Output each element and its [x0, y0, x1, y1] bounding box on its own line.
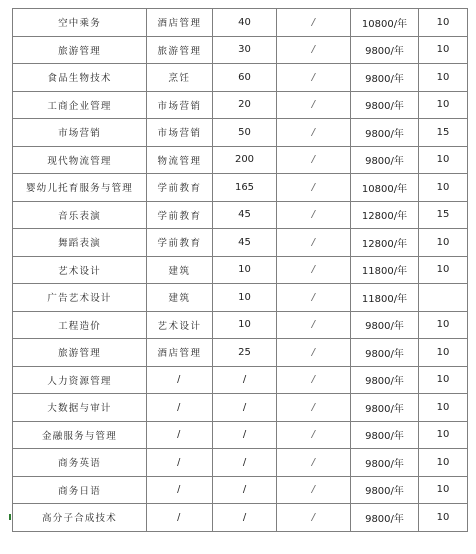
table-row: [13, 201, 468, 229]
enrollment-table: [12, 8, 468, 532]
slash-cell: /: [277, 504, 351, 532]
value-cell: 10: [419, 311, 468, 339]
tuition-fee-cell: 9800/年: [351, 394, 419, 422]
category-cell: 市场营销: [147, 119, 213, 147]
slash-cell: /: [277, 146, 351, 174]
plan-count-cell: 10: [213, 284, 277, 312]
slash-cell: /: [277, 421, 351, 449]
slash-cell: /: [277, 9, 351, 37]
tuition-fee-cell: 12800/年: [351, 201, 419, 229]
table-row: [13, 421, 468, 449]
table-row: [13, 504, 468, 532]
slash-cell: /: [277, 256, 351, 284]
tuition-fee-cell: 11800/年: [351, 284, 419, 312]
table-row: [13, 146, 468, 174]
table-row: [13, 394, 468, 422]
tuition-fee-cell: 9800/年: [351, 119, 419, 147]
tuition-fee-cell: 9800/年: [351, 476, 419, 504]
value-cell: 10: [419, 421, 468, 449]
slash-cell: /: [277, 91, 351, 119]
tuition-fee-cell: 10800/年: [351, 9, 419, 37]
value-cell: 10: [419, 449, 468, 477]
category-cell: 学前教育: [147, 174, 213, 202]
table-row: [13, 174, 468, 202]
tuition-fee-cell: 9800/年: [351, 36, 419, 64]
tuition-fee-cell: 9800/年: [351, 91, 419, 119]
slash-cell: /: [277, 36, 351, 64]
value-cell: 10: [419, 339, 468, 367]
table-row: [13, 256, 468, 284]
major-cell: 旅游管理: [13, 36, 147, 64]
tuition-fee-cell: 12800/年: [351, 229, 419, 257]
category-cell: 酒店管理: [147, 339, 213, 367]
table-row: [13, 284, 468, 312]
value-cell: 10: [419, 366, 468, 394]
slash-cell: /: [277, 174, 351, 202]
category-cell: /: [147, 394, 213, 422]
major-cell: 空中乘务: [13, 9, 147, 37]
plan-count-cell: 40: [213, 9, 277, 37]
table-row: [13, 476, 468, 504]
value-cell: 10: [419, 504, 468, 532]
major-cell: 艺术设计: [13, 256, 147, 284]
major-cell: 广告艺术设计: [13, 284, 147, 312]
tuition-fee-cell: 9800/年: [351, 366, 419, 394]
plan-count-cell: 45: [213, 229, 277, 257]
slash-cell: /: [277, 119, 351, 147]
tuition-fee-cell: 9800/年: [351, 146, 419, 174]
table-row: [13, 119, 468, 147]
tuition-fee-cell: 9800/年: [351, 421, 419, 449]
major-cell: 商务日语: [13, 476, 147, 504]
plan-count-cell: /: [213, 394, 277, 422]
category-cell: /: [147, 421, 213, 449]
tuition-fee-cell: 11800/年: [351, 256, 419, 284]
slash-cell: /: [277, 311, 351, 339]
table-row: [13, 64, 468, 92]
value-cell: 15: [419, 119, 468, 147]
table-row: [13, 9, 468, 37]
value-cell: 10: [419, 64, 468, 92]
category-cell: /: [147, 504, 213, 532]
major-cell: 婴幼儿托育服务与管理: [13, 174, 147, 202]
table-row: [13, 229, 468, 257]
tuition-fee-cell: 10800/年: [351, 174, 419, 202]
value-cell: 10: [419, 476, 468, 504]
category-cell: 建筑: [147, 284, 213, 312]
category-cell: 市场营销: [147, 91, 213, 119]
plan-count-cell: 45: [213, 201, 277, 229]
category-cell: 学前教育: [147, 229, 213, 257]
slash-cell: /: [277, 394, 351, 422]
major-cell: 大数据与审计: [13, 394, 147, 422]
value-cell: 15: [419, 201, 468, 229]
plan-count-cell: 60: [213, 64, 277, 92]
slash-cell: /: [277, 476, 351, 504]
table-row: [13, 339, 468, 367]
category-cell: 物流管理: [147, 146, 213, 174]
category-cell: 学前教育: [147, 201, 213, 229]
plan-count-cell: 25: [213, 339, 277, 367]
table-body: [13, 9, 468, 532]
category-cell: 建筑: [147, 256, 213, 284]
table-row: [13, 36, 468, 64]
plan-count-cell: 10: [213, 311, 277, 339]
major-cell: 旅游管理: [13, 339, 147, 367]
category-cell: /: [147, 449, 213, 477]
major-cell: 金融服务与管理: [13, 421, 147, 449]
value-cell: 10: [419, 9, 468, 37]
slash-cell: /: [277, 229, 351, 257]
value-cell: 10: [419, 146, 468, 174]
slash-cell: /: [277, 449, 351, 477]
plan-count-cell: /: [213, 366, 277, 394]
plan-count-cell: 30: [213, 36, 277, 64]
table-row: [13, 366, 468, 394]
plan-count-cell: 50: [213, 119, 277, 147]
slash-cell: /: [277, 366, 351, 394]
category-cell: 艺术设计: [147, 311, 213, 339]
major-cell: 市场营销: [13, 119, 147, 147]
category-cell: 旅游管理: [147, 36, 213, 64]
category-cell: /: [147, 366, 213, 394]
major-cell: 工程造价: [13, 311, 147, 339]
major-cell: 现代物流管理: [13, 146, 147, 174]
major-cell: 高分子合成技术: [13, 504, 147, 532]
major-cell: 舞蹈表演: [13, 229, 147, 257]
major-cell: 商务英语: [13, 449, 147, 477]
tuition-fee-cell: 9800/年: [351, 64, 419, 92]
slash-cell: /: [277, 64, 351, 92]
slash-cell: /: [277, 284, 351, 312]
category-cell: 酒店管理: [147, 9, 213, 37]
value-cell: 10: [419, 229, 468, 257]
tuition-fee-cell: 9800/年: [351, 449, 419, 477]
plan-count-cell: /: [213, 476, 277, 504]
cell-marker: [9, 514, 11, 520]
plan-count-cell: /: [213, 504, 277, 532]
major-cell: 食品生物技术: [13, 64, 147, 92]
value-cell: [419, 284, 468, 312]
tuition-fee-cell: 9800/年: [351, 311, 419, 339]
table-row: [13, 91, 468, 119]
major-cell: 音乐表演: [13, 201, 147, 229]
major-cell: 工商企业管理: [13, 91, 147, 119]
table-row: [13, 449, 468, 477]
value-cell: 10: [419, 394, 468, 422]
value-cell: 10: [419, 174, 468, 202]
plan-count-cell: 10: [213, 256, 277, 284]
plan-count-cell: 165: [213, 174, 277, 202]
value-cell: 10: [419, 91, 468, 119]
category-cell: 烹饪: [147, 64, 213, 92]
tuition-fee-cell: 9800/年: [351, 339, 419, 367]
value-cell: 10: [419, 36, 468, 64]
plan-count-cell: /: [213, 421, 277, 449]
tuition-fee-cell: 9800/年: [351, 504, 419, 532]
major-cell: 人力资源管理: [13, 366, 147, 394]
value-cell: 10: [419, 256, 468, 284]
category-cell: /: [147, 476, 213, 504]
table-row: [13, 311, 468, 339]
slash-cell: /: [277, 201, 351, 229]
plan-count-cell: /: [213, 449, 277, 477]
enrollment-table-container: [12, 8, 467, 532]
plan-count-cell: 200: [213, 146, 277, 174]
slash-cell: /: [277, 339, 351, 367]
plan-count-cell: 20: [213, 91, 277, 119]
